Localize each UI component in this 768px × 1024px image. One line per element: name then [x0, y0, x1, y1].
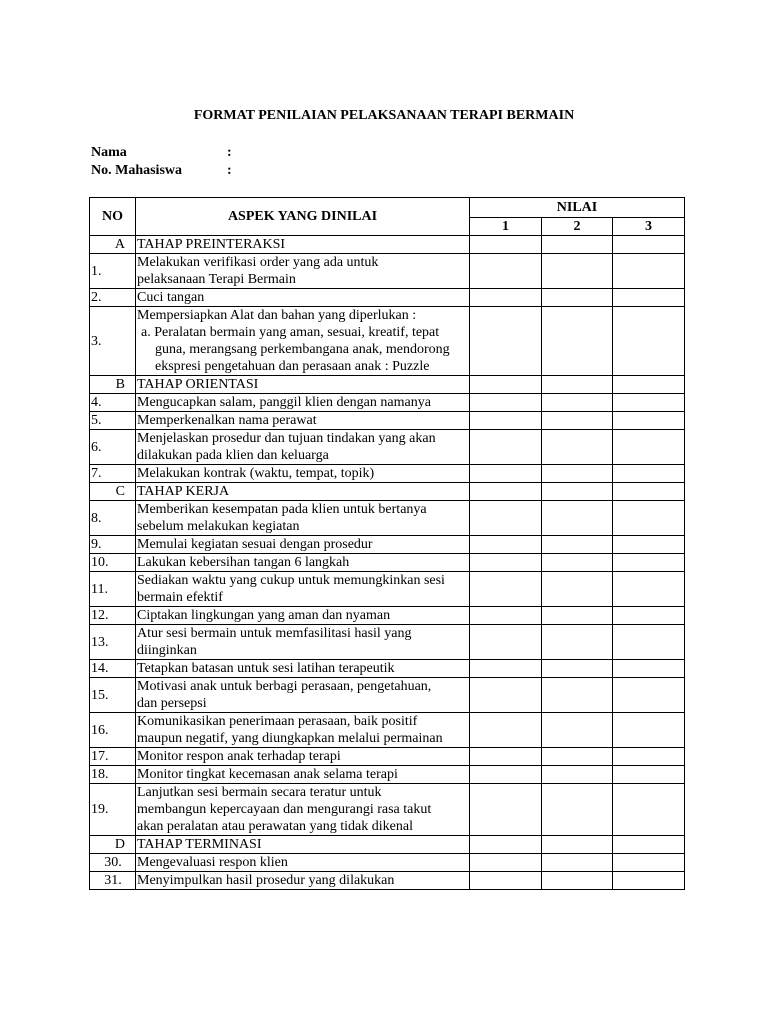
aspect-line: Memulai kegiatan sesuai dengan prosedur [137, 537, 373, 552]
score-cell-1[interactable] [470, 660, 542, 678]
row-number: 13. [90, 625, 136, 660]
row-number: 5. [90, 412, 136, 430]
score-cell-2[interactable] [542, 784, 613, 836]
aspect-line: Motivasi anak untuk berbagi perasaan, pengetahuan, [137, 679, 432, 694]
score-cell-1 [470, 376, 542, 394]
table-row [90, 554, 685, 572]
score-cell-2[interactable] [542, 872, 613, 890]
section-letter: B [90, 376, 136, 394]
score-cell-2[interactable] [542, 572, 613, 607]
score-cell-1 [470, 836, 542, 854]
aspect-text [136, 307, 470, 376]
table-row [90, 607, 685, 625]
header-score-1: 1 [470, 218, 542, 236]
assessment-table [89, 197, 685, 890]
aspect-text [136, 784, 470, 836]
table-row [90, 784, 685, 836]
row-number: 14. [90, 660, 136, 678]
aspect-line: Menjelaskan prosedur dan tujuan tindakan yang akan [137, 431, 436, 446]
aspect-text [136, 678, 470, 713]
section-title: TAHAP TERMINASI [136, 836, 470, 854]
score-cell-1[interactable] [470, 784, 542, 836]
row-number: 7. [90, 465, 136, 483]
score-cell-3[interactable] [613, 430, 685, 465]
section-row [90, 836, 685, 854]
score-cell-2[interactable] [542, 554, 613, 572]
aspect-line: Atur sesi bermain untuk memfasilitasi hasil yang [137, 626, 412, 641]
score-cell-3[interactable] [613, 607, 685, 625]
score-cell-2[interactable] [542, 854, 613, 872]
field-separator: : [227, 163, 232, 178]
aspect-text [136, 625, 470, 660]
score-cell-1[interactable] [470, 766, 542, 784]
aspect-line: dilakukan pada klien dan keluarga [137, 448, 329, 463]
section-title: TAHAP KERJA [136, 483, 470, 501]
table-row [90, 394, 685, 412]
score-cell-2[interactable] [542, 412, 613, 430]
row-number: 4. [90, 394, 136, 412]
score-cell-3[interactable] [613, 307, 685, 376]
score-cell-1[interactable] [470, 572, 542, 607]
score-cell-3[interactable] [613, 854, 685, 872]
score-cell-1[interactable] [470, 607, 542, 625]
score-cell-3[interactable] [613, 554, 685, 572]
aspect-line: Komunikasikan penerimaan perasaan, baik positif [137, 714, 418, 729]
section-letter: A [90, 236, 136, 254]
aspect-line: Ciptakan lingkungan yang aman dan nyaman [137, 608, 391, 623]
table-row [90, 536, 685, 554]
aspect-line: membangun kepercayaan dan mengurangi rasa takut [137, 802, 432, 817]
score-cell-2 [542, 483, 613, 501]
aspect-line: Mempersiapkan Alat dan bahan yang diperlukan : [137, 308, 417, 323]
aspect-text [136, 766, 470, 784]
row-number: 2. [90, 289, 136, 307]
score-cell-3[interactable] [613, 784, 685, 836]
aspect-text [136, 607, 470, 625]
table-row [90, 465, 685, 483]
table-row [90, 872, 685, 890]
score-cell-1[interactable] [470, 625, 542, 660]
score-cell-3 [613, 236, 685, 254]
aspect-line: Mengevaluasi respon klien [137, 855, 288, 870]
score-cell-3[interactable] [613, 872, 685, 890]
score-cell-3[interactable] [613, 465, 685, 483]
table-row [90, 307, 685, 376]
score-cell-2[interactable] [542, 713, 613, 748]
aspect-line: Melakukan verifikasi order yang ada untuk [137, 255, 379, 270]
row-number: 8. [90, 501, 136, 536]
table-row [90, 660, 685, 678]
table-row [90, 766, 685, 784]
score-cell-3[interactable] [613, 766, 685, 784]
section-row [90, 483, 685, 501]
aspect-text [136, 254, 470, 289]
score-cell-2[interactable] [542, 430, 613, 465]
section-title: TAHAP PREINTERAKSI [136, 236, 470, 254]
score-cell-1 [470, 483, 542, 501]
aspect-text [136, 554, 470, 572]
aspect-line: Memperkenalkan nama perawat [137, 413, 317, 428]
aspect-line: pelaksanaan Terapi Bermain [137, 272, 296, 287]
aspect-text [136, 289, 470, 307]
score-cell-1[interactable] [470, 412, 542, 430]
row-number: 12. [90, 607, 136, 625]
header-score-3: 3 [613, 218, 685, 236]
aspect-text [136, 465, 470, 483]
score-cell-3 [613, 376, 685, 394]
score-cell-3 [613, 483, 685, 501]
aspect-text [136, 572, 470, 607]
score-cell-1[interactable] [470, 289, 542, 307]
aspect-line: Cuci tangan [137, 290, 205, 305]
score-cell-1[interactable] [470, 872, 542, 890]
aspect-text [136, 394, 470, 412]
aspect-line: sebelum melakukan kegiatan [137, 519, 300, 534]
score-cell-1[interactable] [470, 678, 542, 713]
score-cell-1 [470, 236, 542, 254]
header-no: NO [90, 198, 136, 236]
aspect-line: Mengucapkan salam, panggil klien dengan namanya [137, 395, 431, 410]
row-number: 16. [90, 713, 136, 748]
aspect-text [136, 660, 470, 678]
score-cell-1[interactable] [470, 394, 542, 412]
score-cell-1[interactable] [470, 713, 542, 748]
score-cell-2[interactable] [542, 394, 613, 412]
table-row [90, 713, 685, 748]
aspect-line: Sediakan waktu yang cukup untuk memungkinkan sesi [137, 573, 445, 588]
header-nilai: NILAI [470, 198, 685, 218]
score-cell-2[interactable] [542, 307, 613, 376]
score-cell-2[interactable] [542, 766, 613, 784]
field-separator: : [227, 145, 232, 160]
score-cell-3[interactable] [613, 501, 685, 536]
aspect-line: Memberikan kesempatan pada klien untuk bertanya [137, 502, 427, 517]
score-cell-2[interactable] [542, 678, 613, 713]
row-number: 15. [90, 678, 136, 713]
aspect-line: akan peralatan atau perawatan yang tidak dikenal [137, 819, 413, 834]
row-number: 17. [90, 748, 136, 766]
score-cell-3[interactable] [613, 625, 685, 660]
score-cell-2[interactable] [542, 748, 613, 766]
aspect-line: Monitor tingkat kecemasan anak selama terapi [137, 767, 398, 782]
header-score-2: 2 [542, 218, 613, 236]
header-aspek: ASPEK YANG DINILAI [136, 198, 470, 236]
score-cell-3[interactable] [613, 289, 685, 307]
section-row [90, 376, 685, 394]
aspect-subitem: a. Peralatan bermain yang aman, sesuai, kreatif, tepat guna, merangsang perkembangana anak, mendorong ekspresi pengetahuan dan perasaan anak : Puzzle [141, 325, 450, 374]
aspect-text [136, 872, 470, 890]
row-number: 19. [90, 784, 136, 836]
score-cell-2[interactable] [542, 660, 613, 678]
score-cell-3[interactable] [613, 412, 685, 430]
row-number: 30. [90, 854, 136, 872]
score-cell-3[interactable] [613, 748, 685, 766]
aspect-line: maupun negatif, yang diungkapkan melalui permainan [137, 731, 443, 746]
row-number: 31. [90, 872, 136, 890]
aspect-text [136, 536, 470, 554]
score-cell-1[interactable] [470, 501, 542, 536]
score-cell-3[interactable] [613, 678, 685, 713]
aspect-text [136, 748, 470, 766]
aspect-line: Monitor respon anak terhadap terapi [137, 749, 341, 764]
section-title: TAHAP ORIENTASI [136, 376, 470, 394]
row-number: 1. [90, 254, 136, 289]
document-title: FORMAT PENILAIAN PELAKSANAAN TERAPI BERMAIN [193, 108, 575, 123]
table-row [90, 625, 685, 660]
score-cell-2[interactable] [542, 607, 613, 625]
aspect-text [136, 713, 470, 748]
aspect-text [136, 501, 470, 536]
aspect-line: dan persepsi [137, 696, 207, 711]
table-row [90, 678, 685, 713]
table-row [90, 254, 685, 289]
table-row [90, 430, 685, 465]
score-cell-3 [613, 836, 685, 854]
table-row [90, 748, 685, 766]
section-letter: C [90, 483, 136, 501]
score-cell-1[interactable] [470, 254, 542, 289]
score-cell-1[interactable] [470, 536, 542, 554]
score-cell-3[interactable] [613, 660, 685, 678]
score-cell-3[interactable] [613, 713, 685, 748]
row-number: 3. [90, 307, 136, 376]
score-cell-1[interactable] [470, 854, 542, 872]
field-label: No. Mahasiswa [91, 163, 183, 178]
row-number: 6. [90, 430, 136, 465]
row-number: 11. [90, 572, 136, 607]
score-cell-1[interactable] [470, 307, 542, 376]
field-label: Nama [91, 145, 127, 160]
aspect-line: Lakukan kebersihan tangan 6 langkah [137, 555, 350, 570]
aspect-line: Menyimpulkan hasil prosedur yang dilakukan [137, 873, 395, 888]
score-cell-3[interactable] [613, 536, 685, 554]
table-row [90, 501, 685, 536]
aspect-line: diinginkan [137, 643, 197, 658]
score-cell-3[interactable] [613, 254, 685, 289]
field-no-mahasiswa [91, 163, 232, 179]
table-row [90, 854, 685, 872]
score-cell-1[interactable] [470, 430, 542, 465]
field-nama [91, 145, 232, 161]
score-cell-2[interactable] [542, 465, 613, 483]
aspect-text [136, 854, 470, 872]
aspect-line: Tetapkan batasan untuk sesi latihan terapeutik [137, 661, 395, 676]
score-cell-3[interactable] [613, 394, 685, 412]
score-cell-1[interactable] [470, 748, 542, 766]
score-cell-2[interactable] [542, 254, 613, 289]
score-cell-2[interactable] [542, 501, 613, 536]
aspect-text [136, 430, 470, 465]
score-cell-1[interactable] [470, 554, 542, 572]
score-cell-2[interactable] [542, 625, 613, 660]
aspect-text [136, 412, 470, 430]
score-cell-2 [542, 376, 613, 394]
score-cell-3[interactable] [613, 572, 685, 607]
table-row [90, 572, 685, 607]
row-number: 9. [90, 536, 136, 554]
aspect-line: Melakukan kontrak (waktu, tempat, topik) [137, 466, 375, 481]
score-cell-1[interactable] [470, 465, 542, 483]
table-row [90, 412, 685, 430]
score-cell-2[interactable] [542, 289, 613, 307]
table-row [90, 289, 685, 307]
aspect-line: bermain efektif [137, 590, 223, 605]
section-letter: D [90, 836, 136, 854]
section-row [90, 236, 685, 254]
aspect-line: Lanjutkan sesi bermain secara teratur untuk [137, 785, 382, 800]
score-cell-2 [542, 236, 613, 254]
score-cell-2[interactable] [542, 536, 613, 554]
row-number: 10. [90, 554, 136, 572]
row-number: 18. [90, 766, 136, 784]
score-cell-2 [542, 836, 613, 854]
